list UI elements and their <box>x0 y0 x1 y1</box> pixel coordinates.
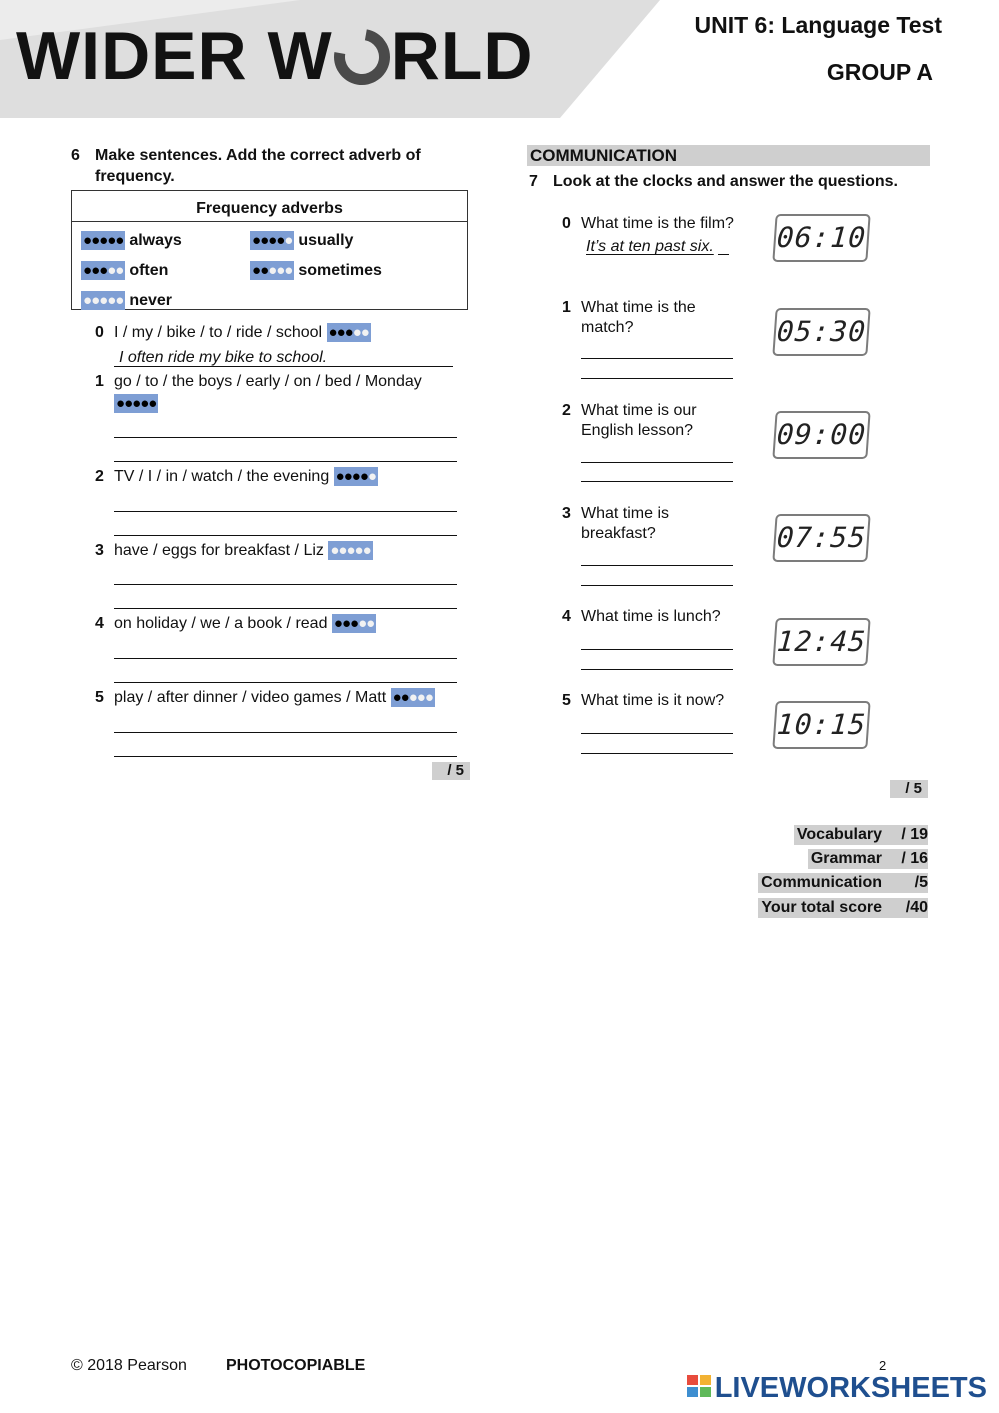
table-title: Frequency adverbs <box>72 191 467 222</box>
ex7-answer-5b[interactable] <box>581 734 733 754</box>
ex6-item-number: 1 <box>95 373 104 390</box>
frequency-dots: ●●●●● <box>333 615 375 632</box>
ex7-answer-3a[interactable] <box>581 546 733 566</box>
ex7-number: 7 <box>529 173 538 190</box>
communication-section-header: COMMUNICATION <box>527 145 930 166</box>
ex7-question: What time is it now? <box>581 692 725 709</box>
ex6-number: 6 <box>71 147 80 164</box>
logo-o-ring-icon <box>323 18 401 96</box>
ex6-answer-3a[interactable] <box>114 565 457 585</box>
group-label: GROUP A <box>826 59 933 85</box>
total-grammar: Grammar / 16 <box>808 849 928 869</box>
ex6-item-prompt: play / after dinner / video games / Matt ●●●●● <box>114 689 433 706</box>
total-vocabulary: Vocabulary / 19 <box>794 825 928 845</box>
ex6-answer-1a[interactable] <box>114 417 457 438</box>
ex7-item-number: 2 <box>562 402 571 419</box>
frequency-dots: ●●●●● <box>252 262 293 279</box>
frequency-dots: ●●●●● <box>252 232 293 249</box>
ex6-item-number: 4 <box>95 615 104 632</box>
frequency-dots: ●●●●● <box>116 395 157 412</box>
frequency-dots: ●●●●● <box>392 689 433 706</box>
adverb-never: ●●●●● never <box>83 292 173 309</box>
ex7-item-number: 3 <box>562 505 571 522</box>
digital-clock: 09:00 <box>772 411 870 459</box>
ex6-answer-4b[interactable] <box>114 663 457 683</box>
answer-line <box>114 366 453 367</box>
ex7-question: What time is the film? <box>581 215 734 232</box>
adverb-always: ●●●●● always <box>83 232 182 249</box>
ex6-item-number: 5 <box>95 689 104 706</box>
answer-line <box>718 254 729 255</box>
ex6-answer-1b[interactable] <box>114 442 457 462</box>
digital-clock: 10:15 <box>772 701 870 749</box>
ex7-item-number: 4 <box>562 608 571 625</box>
ex7-answer-2b[interactable] <box>581 462 733 482</box>
ex6-item-number: 2 <box>95 468 104 485</box>
ex7-answer-3b[interactable] <box>581 566 733 586</box>
ex7-item-number: 1 <box>562 299 571 316</box>
photocopiable-label: PHOTOCOPIABLE <box>226 1357 366 1374</box>
frequency-dots: ●●●●● <box>83 262 124 279</box>
ex6-item-prompt: I / my / bike / to / ride / school ●●●●● <box>114 324 369 341</box>
copyright: © 2018 Pearson <box>71 1357 187 1374</box>
frequency-adverbs-table <box>71 190 468 310</box>
ex6-item-prompt: have / eggs for breakfast / Liz ●●●●● <box>114 542 371 559</box>
digital-clock: 06:10 <box>772 214 870 262</box>
liveworksheets-badge-icon <box>687 1375 713 1399</box>
ex7-question: What time is our English lesson? <box>581 402 697 439</box>
ex7-instructions: Look at the clocks and answer the questions. <box>553 173 898 190</box>
unit-title: UNIT 6: Language Test <box>694 12 942 38</box>
wider-world-logo <box>16 18 534 94</box>
frequency-dots: ●●●●● <box>330 542 371 559</box>
adverb-sometimes: ●●●●● sometimes <box>252 262 382 279</box>
ex6-item-prompt: TV / I / in / watch / the evening ●●●●● <box>114 468 376 485</box>
total-score: Your total score /40 <box>758 898 928 918</box>
digital-clock: 05:30 <box>772 308 870 356</box>
ex7-score-box: / 5 <box>890 780 928 798</box>
page-number: 2 <box>879 1358 887 1373</box>
frequency-dots: ●●●●● <box>335 468 376 485</box>
frequency-dots: ●●●●● <box>83 232 124 249</box>
ex7-item-number: 5 <box>562 692 571 709</box>
ex6-item-prompt: on holiday / we / a book / read ●●●●● <box>114 615 375 632</box>
liveworksheets-logo[interactable] <box>687 1373 987 1403</box>
ex7-answer-1a[interactable] <box>581 339 733 359</box>
logo-text-left: WIDER W <box>16 18 333 94</box>
ex6-answer-4a[interactable] <box>114 639 457 659</box>
ex7-answer-4a[interactable] <box>581 630 733 650</box>
ex6-answer-3b[interactable] <box>114 589 457 609</box>
ex7-question: What time is lunch? <box>581 608 721 625</box>
adverb-often: ●●●●● often <box>83 262 169 279</box>
ex6-item-number: 0 <box>95 324 104 341</box>
ex6-item-number: 3 <box>95 542 104 559</box>
ex7-answer-2a[interactable] <box>581 443 733 463</box>
ex6-instructions: Make sentences. Add the correct adverb of frequency. <box>95 147 421 185</box>
liveworksheets-text: LIVEWORKSHEETS <box>714 1372 987 1404</box>
ex7-example-answer: It’s at ten past six. <box>586 238 714 255</box>
ex6-answer-2b[interactable] <box>114 516 457 536</box>
total-communication: Communication /5 <box>758 873 928 893</box>
digital-clock: 12:45 <box>772 618 870 666</box>
ex6-item-prompt: go / to / the boys / early / on / bed / Monday ●●●●● <box>114 373 422 412</box>
logo-text-right: RLD <box>390 18 534 94</box>
ex7-question: What time is breakfast? <box>581 505 670 542</box>
ex7-question: What time is the match? <box>581 299 696 336</box>
ex6-score-box: / 5 <box>432 762 470 780</box>
ex7-answer-4b[interactable] <box>581 650 733 670</box>
ex7-item-number: 0 <box>562 215 571 232</box>
ex6-answer-5b[interactable] <box>114 737 457 757</box>
adverb-usually: ●●●●● usually <box>252 232 354 249</box>
frequency-dots: ●●●●● <box>83 292 124 309</box>
ex6-answer-5a[interactable] <box>114 713 457 733</box>
ex7-answer-1b[interactable] <box>581 359 733 379</box>
ex6-example-answer: I often ride my bike to school. <box>119 349 328 366</box>
digital-clock: 07:55 <box>772 514 870 562</box>
ex7-answer-5a[interactable] <box>581 714 733 734</box>
ex6-answer-2a[interactable] <box>114 492 457 512</box>
frequency-dots: ●●●●● <box>328 324 369 341</box>
